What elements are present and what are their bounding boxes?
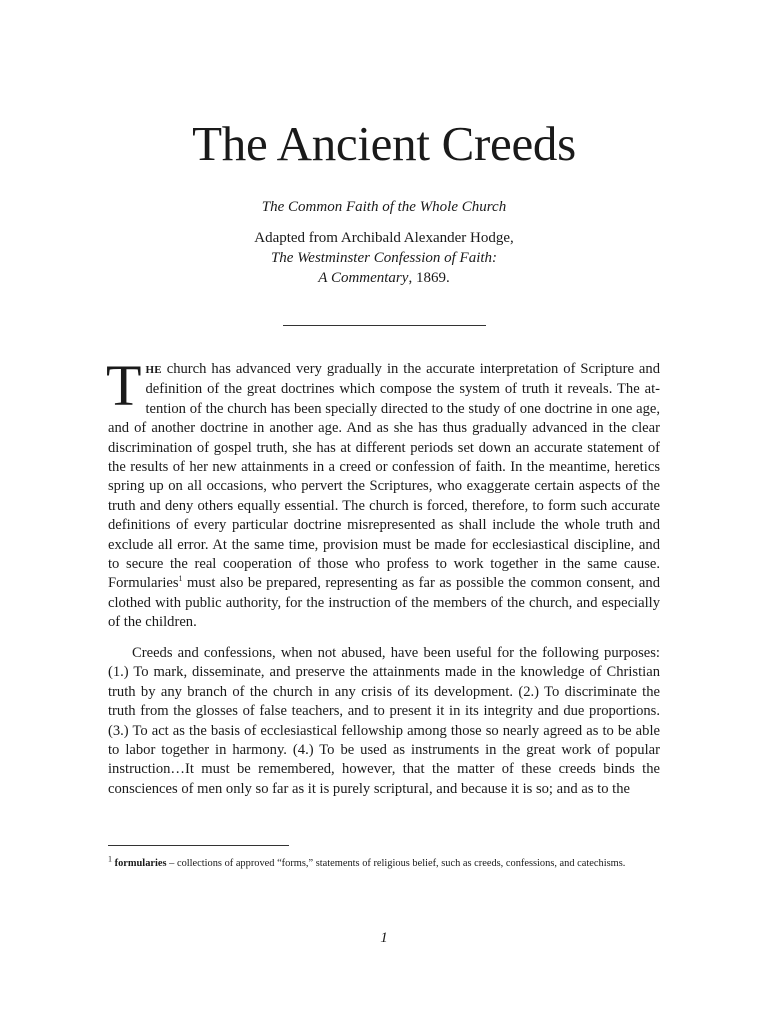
attribution-book-subtitle: A Commentary (318, 270, 409, 286)
title-divider (283, 325, 486, 326)
body-paragraph-1 (106, 353, 660, 633)
footnote-reference[interactable]: 1 (178, 574, 183, 584)
footnote (108, 855, 660, 872)
attribution-year: , 1869. (408, 270, 450, 286)
body-paragraph-2: Creeds and confessions, when not abused, have been useful for the following purposes: (1.) To mark, disseminate, and preserve the attainments made in the knowledge of Christian truth by any branch of the church in any crisis of its development. (2.) To discriminate the truth from the glosses of false teachers, and to present it in its integrity and due proportions. (3.) To act as the basis of ecclesiastical fellowship among those so nearly agreed as to be able to labor together in harmony. (4.) To be used as instruments in the great work of popular instruction…It must be remembered, however, that the matter of these creeds binds the consciences of men only so far as it is purely scriptural, and because it is so; and as to the (108, 645, 660, 797)
drop-cap: T (106, 353, 142, 418)
footnote-text: – collections of approved “forms,” statements of religious belief, such as creeds, confessions, and catechisms. (166, 858, 626, 869)
paragraph-1-text-b: must also be prepared, representing as far as possible the common consent, and clothed with public authority, for the instruction of the members of the church, and especially of the children. (108, 575, 660, 631)
attribution-line-3 (0, 268, 768, 288)
attribution (0, 228, 768, 288)
small-caps-lead: HE (145, 364, 162, 376)
footnote-term: formularies (114, 858, 167, 869)
attribution-line-2: The Westminster Confession of Faith: (270, 250, 498, 266)
paragraph-1-text-a: church has advanced very gradually in the accurate interpretation of Scripture and definition of the great doctrines which compose the system of truth it reveals. The attention of the church has been specially directed to the study of one doctrine in one age, and of another doctrine in another age. And as she has thus gradually advanced in the clear discrimination of gospel truth, she has at different periods set down an accurate statement of the results of her new attainments in a creed or confession of faith. In the meantime, heretics spring up on all occasions, who pervert the Scriptures, who exaggerate certain aspects of the truth and deny others equally essential. The church is forced, therefore, to form such accurate definitions of every particular doctrine misrepresented as shall include the whole truth and exclude all error. At the same time, provision must be made for ecclesiastical discipline, and to secure the real cooperation of those who profess to work together in the same cause. Formularies (108, 361, 660, 592)
subtitle: The Common Faith of the Whole Church (261, 199, 507, 215)
page-title: The Ancient Creeds (192, 116, 576, 171)
page-number: 1 (380, 930, 388, 946)
footnote-divider (108, 845, 289, 846)
attribution-line-1: Adapted from Archibald Alexander Hodge, (254, 230, 514, 246)
footnote-number: 1 (108, 854, 112, 864)
